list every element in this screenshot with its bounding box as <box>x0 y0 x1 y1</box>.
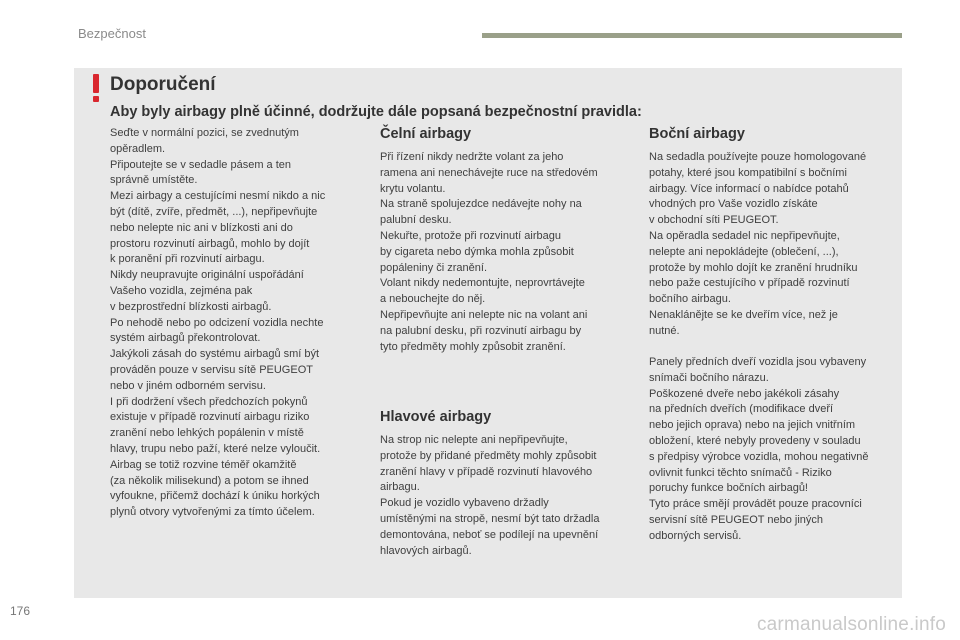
watermark: carmanualsonline.info <box>756 614 946 635</box>
front-airbags-text-block <box>380 150 635 355</box>
section-subtitle: Aby byly airbagy plně účinné, dodržujte dále popsaná bezpečnostní pravidla: <box>110 104 642 120</box>
side-airbags-text-block <box>649 150 899 340</box>
head-airbags-heading: Hlavové airbagy <box>380 409 492 425</box>
left-column-text: Seďte v normální pozici, se zvednutým opěradlem. Připoutejte se v sedadle pásem a ten správně umístěte. Mezi airbagy a cestujícími nesmí nikdo a nic být (dítě, zvíře, předmět, ...), nepřipevňujte nebo nelepte nic ani v blízkosti ani do prostoru rozvinutí airbagů, mohlo by dojít k poranění při rozvinutí airbagu. Nikdy neupravujte originální uspořádání Vašeho vozidla, zejména pak v bezprostřední blízkosti airbagů. Po nehodě nebo po odcizení vozidla nechte systém airbagů překontrolovat. Jakýkoli zásah do systému airbagů smí být prováděn pouze v servisu sítě PEUGEOT nebo v jiném odborném servisu. I při dodržení všech předchozích pokynů existuje v případě rozvinutí airbagu riziko zranění nebo lehkých popálenin v místě hlavy, trupu nebo paží, které nelze vyloučit. Airbag se totiž rozvine téměř okamžitě (za několik milisekund) a potom se ihned vyfoukne, přičemž dochází k úniku horkých plynů otvory vytvořenými za tímto účelem. <box>110 127 326 519</box>
side-airbags-sensors-block <box>649 355 899 545</box>
head-airbags-text-block <box>380 433 635 559</box>
front-airbags-text: Při řízení nikdy nedržte volant za jeho ramena ani nenechávejte ruce na středovém krytu volantu. Na straně spolujezdce nedávejte nohy na palubní desku. Nekuřte, protože při rozvinutí airbagu by cigareta nebo dýmka mohla způsobit popáleniny či zranění. Volant nikdy nedemontujte, neprovrtávejte a nebouchejte do něj. Nepřipevňujte ani nelepte nic na volant ani na palubní desku, při rozvinutí airbagu by tyto předměty mohly způsobit zranění. <box>380 151 598 353</box>
section-title: Doporučení <box>110 74 216 95</box>
head-airbags-text: Na strop nic nelepte ani nepřipevňujte, protože by přidané předměty mohly způsobit zranění hlavy v případě rozvinutí hlavového airbagu. Pokud je vozidlo vybaveno držadly umístěnými na stropě, nesmí být tato držadla demontována, neboť se podílejí na upevnění hlavových airbagů. <box>380 434 600 557</box>
exclamation-icon <box>90 74 102 102</box>
header-title: Bezpečnost <box>78 26 146 41</box>
side-airbags-text-1: Na sedadla používejte pouze homologované potahy, které jsou kompatibilní s bočními airbagy. Více informací o nabídce potahů vhodných pro Vaše vozidlo získáte v obchodní síti PEUGEOT. Na opěradla sedadel nic nepřipevňujte, nelepte ani nepokládejte (oblečení, ...), protože by mohlo dojít ke zranění hrudníku nebo paže cestujícího v případě rozvinutí bočního airbagu. Nenaklánějte se ke dveřím více, než je nutné. <box>649 151 867 337</box>
side-airbags-heading: Boční airbagy <box>649 126 745 142</box>
front-airbags-heading: Čelní airbagy <box>380 126 472 142</box>
page-number: 176 <box>10 604 31 618</box>
side-airbags-text-2: Panely předních dveří vozidla jsou vybaveny snímači bočního nárazu. Poškozené dveře nebo jakékoli zásahy na předních dveřích (modifikace dveří nebo jejich oprava) nebo na jejich vnitřním obložení, které nebyly provedeny v souladu s předpisy výrobce vozidla, mohou negativně ovlivnit funkci těchto snímačů - Riziko poruchy funkce bočních airbagů! Tyto práce smějí provádět pouze pracovníci servisní sítě PEUGEOT nebo jiných odborných servisů. <box>649 356 869 542</box>
left-column <box>110 126 360 521</box>
header-accent-bar <box>482 33 902 38</box>
